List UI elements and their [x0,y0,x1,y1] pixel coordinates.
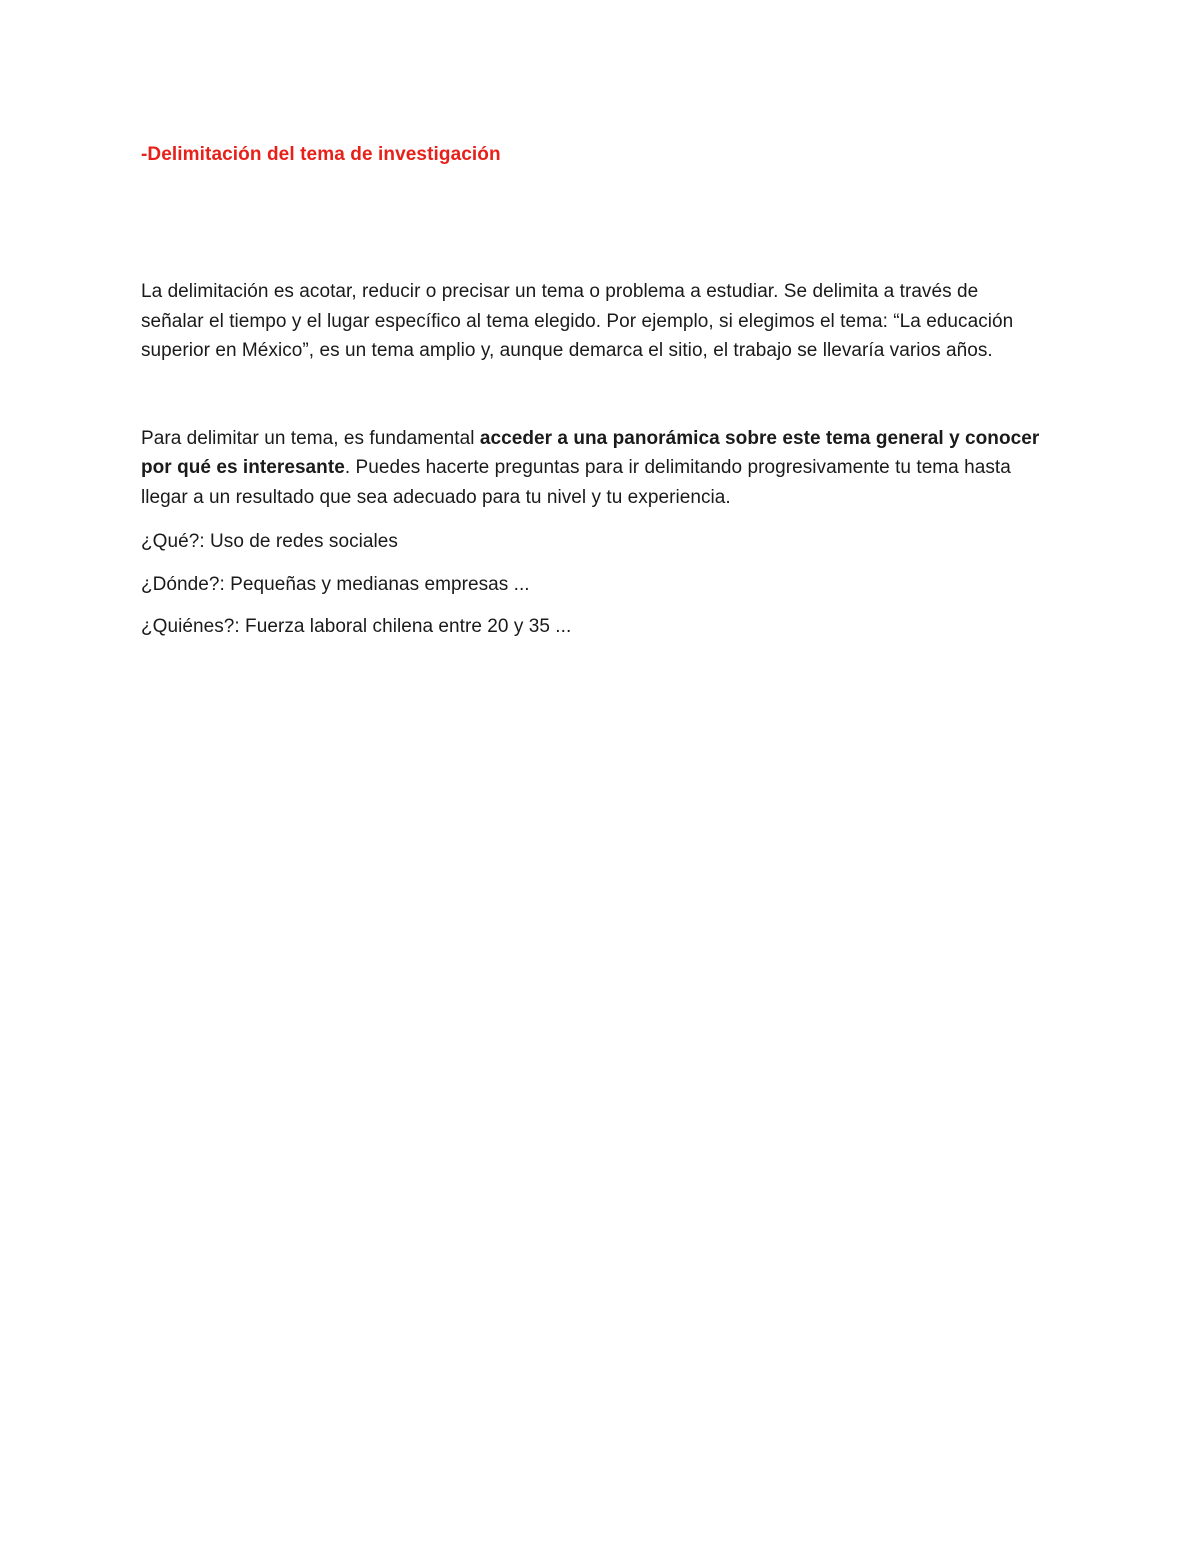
question-what: ¿Qué?: Uso de redes sociales [141,531,398,552]
method-paragraph-tail: . Puedes hacerte preguntas para ir delimitando progresivamente tu tema hasta llegar a un resultado que sea adecuado para tu nivel y tu experiencia. [141,457,1011,508]
definition-paragraph: La delimitación es acotar, reducir o precisar un tema o problema a estudiar. Se delimita a través de señalar el tiempo y el lugar específico al tema elegido. Por ejemplo, si elegimos el tema: “La educación superior en México”, es un tema amplio y, aunque demarca el sitio, el trabajo se llevaría varios años. [141,281,1014,361]
document-content [141,141,1041,642]
method-paragraph-lead: Para delimitar un tema, es fundamental [141,427,480,449]
question-where: ¿Dónde?: Pequeñas y medianas empresas ... [141,573,530,595]
section-heading: -Delimitación del tema de investigación [141,144,501,165]
method-paragraph-emphasis: acceder a una panorámica sobre este tema general y conocer por qué es interesante [141,427,1040,478]
question-who: ¿Quiénes?: Fuerza laboral chilena entre 20 y 35 ... [141,616,572,637]
method-paragraph [141,424,1041,513]
